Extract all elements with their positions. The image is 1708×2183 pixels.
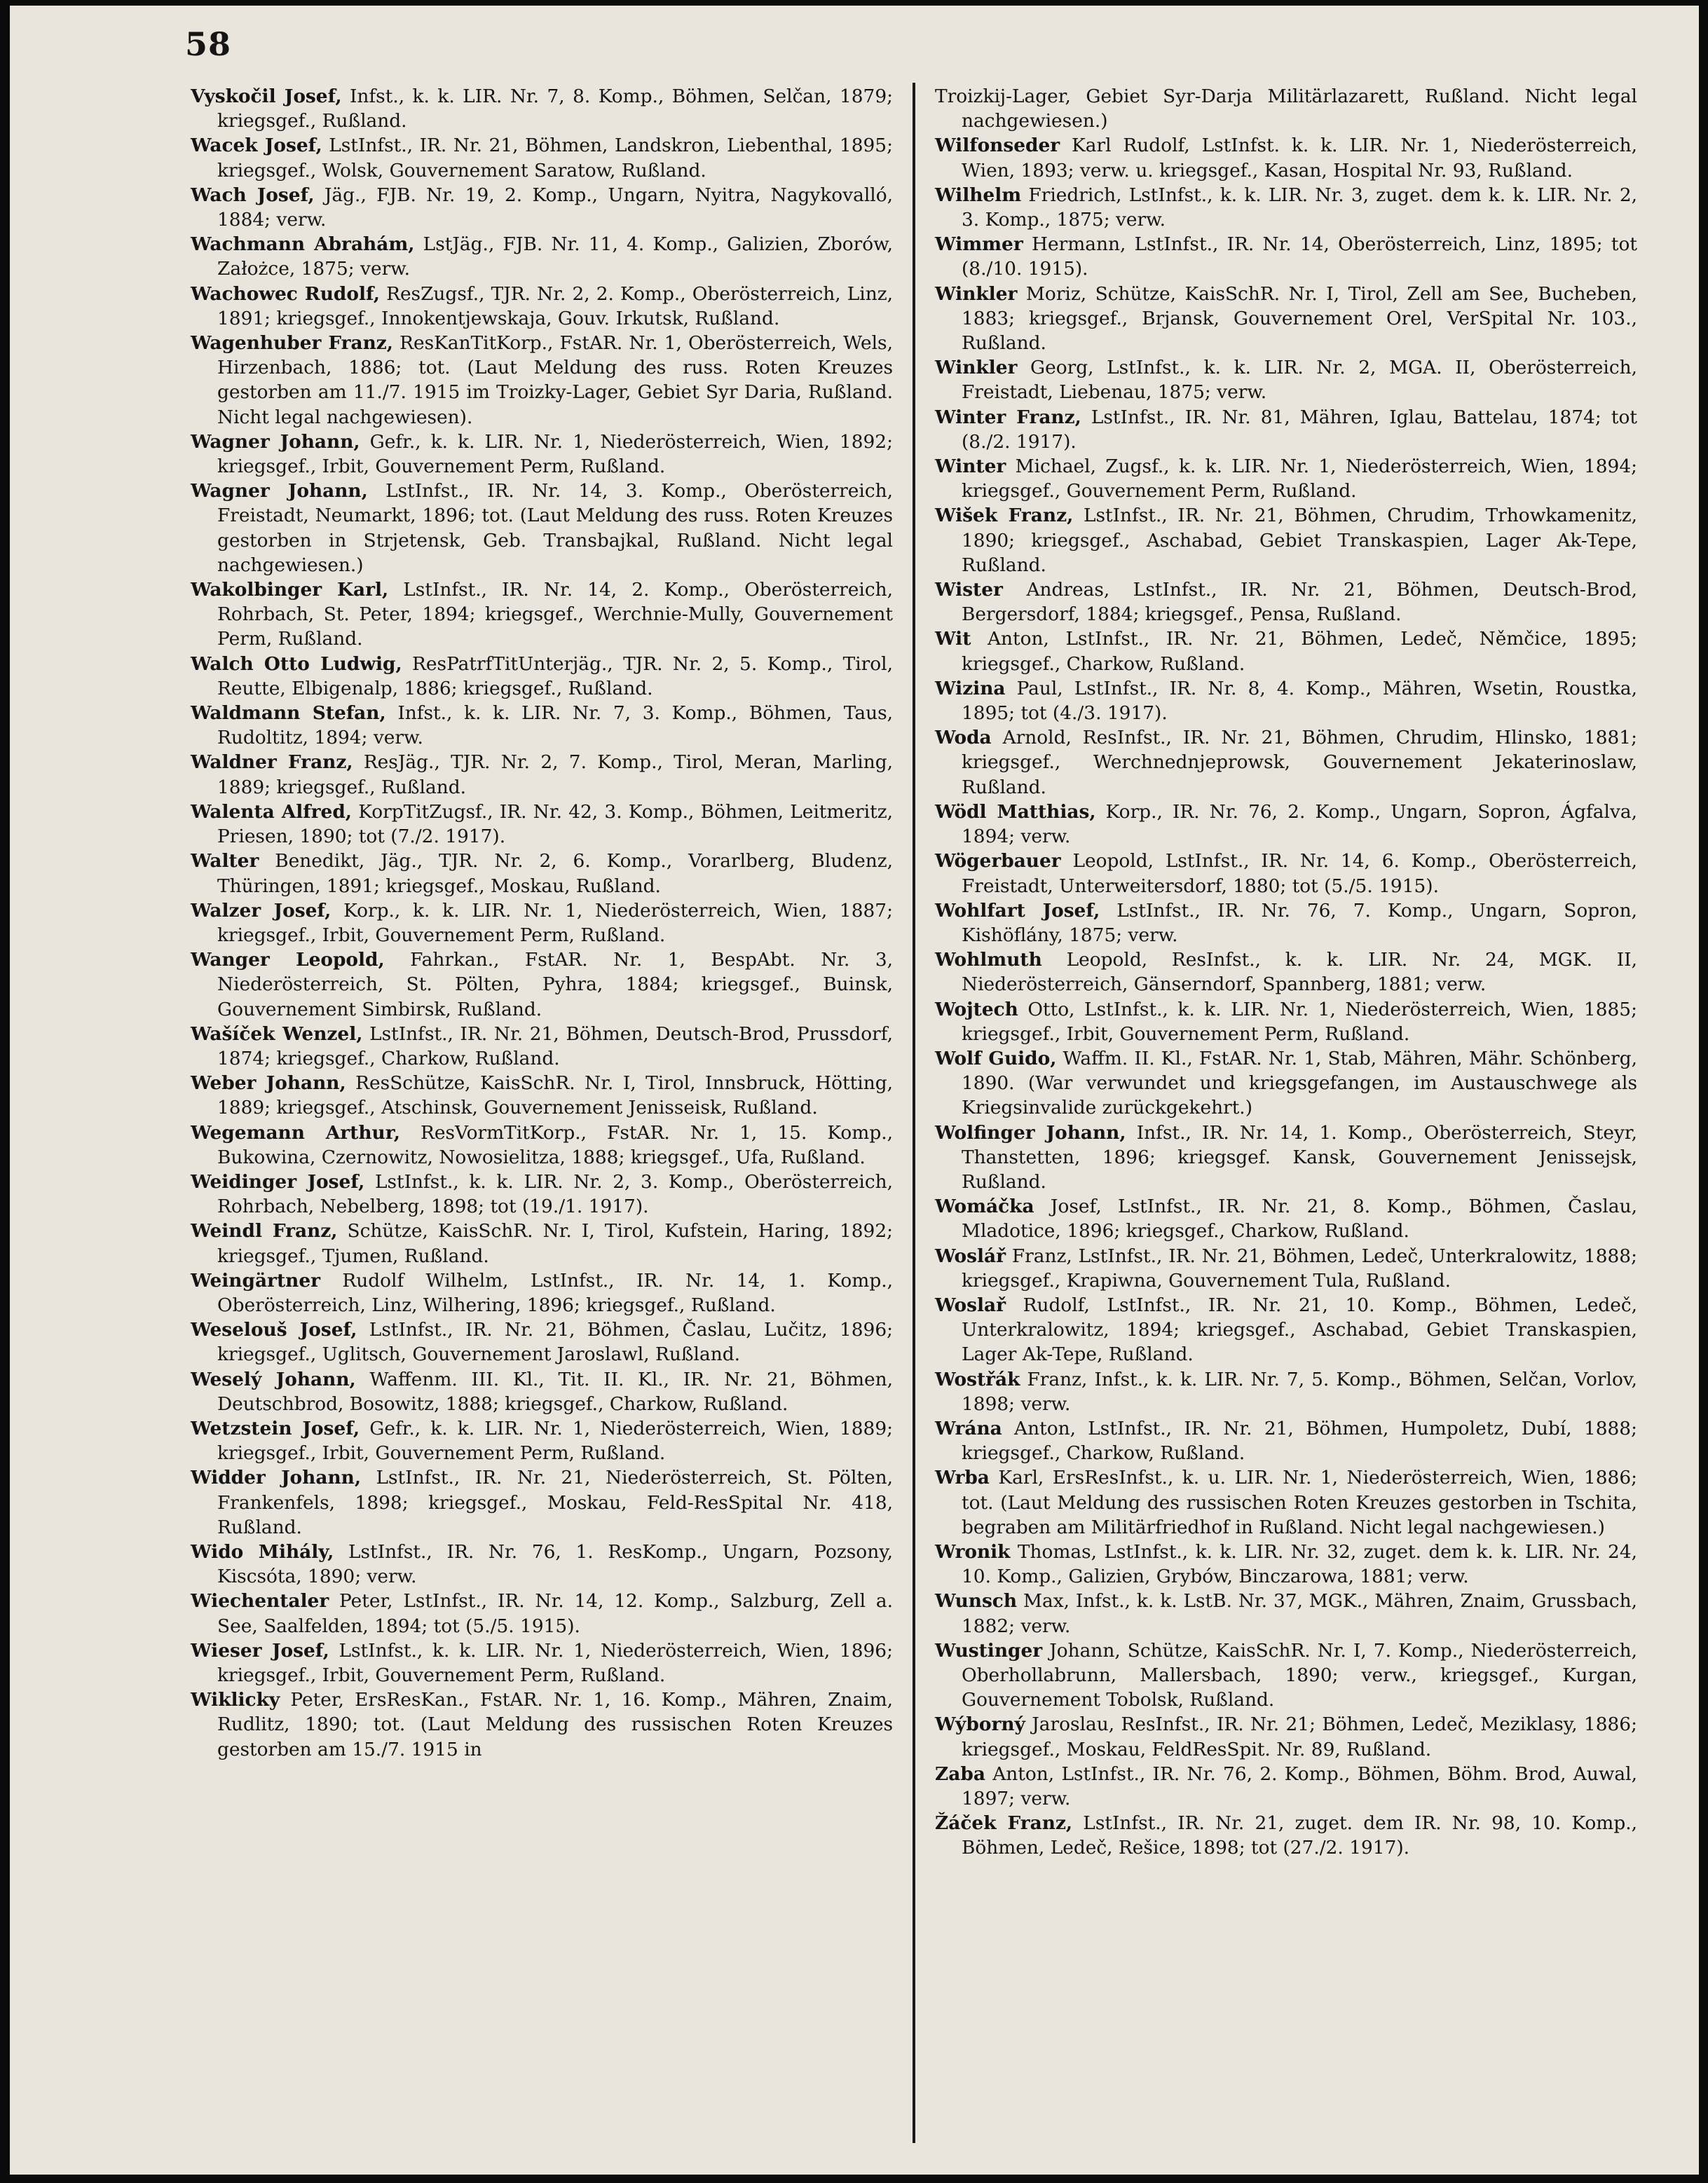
entry-details: ResZugsf., TJR. Nr. 2, 2. Komp., Oberösterreich, Linz, 1891; kriegsgef., Innokentjewskaja, Gouv. Irkutsk, Rußland. (217, 282, 893, 329)
entry-name: Weselý Johann, (191, 1368, 356, 1390)
entry-details: LstInfst., IR. Nr. 21, zuget. dem IR. Nr. 98, 10. Komp., Böhmen, Ledeč, Rešice, 1898; tot (27./2. 1917). (962, 1812, 1637, 1859)
list-entry (191, 331, 893, 430)
entry-details: Waffenm. III. Kl., Tit. II. Kl., IR. Nr. 21, Böhmen, Deutschbrod, Bosowitz, 1888; kriegsgef., Charkow, Rußland. (217, 1368, 893, 1415)
entry-name: Wagner Johann, (191, 480, 368, 502)
entry-name: Wilfonseder (935, 135, 1060, 157)
list-entry (935, 676, 1637, 725)
list-entry (191, 849, 893, 898)
list-entry (191, 577, 893, 652)
entry-name: Wakolbinger Karl, (191, 579, 389, 601)
list-entry (935, 1293, 1637, 1367)
list-entry (935, 947, 1637, 997)
entry-name: Wišek Franz, (935, 505, 1074, 527)
entry-details: Gefr., k. k. LIR. Nr. 1, Niederösterreich, Wien, 1892; kriegsgef., Irbit, Gouvernement Perm, Rußland. (217, 430, 893, 478)
entry-name: Woda (935, 727, 992, 749)
list-entry (191, 133, 893, 182)
entry-details: LstInfst., IR. Nr. 81, Mähren, Iglau, Battelau, 1874; tot (8./2. 1917). (962, 406, 1637, 453)
entry-name: Wizina (935, 677, 1006, 699)
list-entry (935, 1638, 1637, 1713)
entry-name: Zaba (935, 1763, 985, 1785)
list-entry (191, 1022, 893, 1071)
list-entry (191, 1688, 893, 1762)
entry-details: Paul, LstInfst., IR. Nr. 8, 4. Komp., Mähren, Wsetin, Roustka, 1895; tot (4./3. 1917). (962, 677, 1637, 725)
list-entry (191, 479, 893, 577)
entry-name: Wostřák (935, 1368, 1020, 1390)
entry-details: LstInfst., k. k. LIR. Nr. 1, Niederösterreich, Wien, 1896; kriegsgef., Irbit, Gouvernement Perm, Rußland. (217, 1639, 893, 1686)
list-entry (935, 1589, 1637, 1638)
entry-details: Infst., k. k. LIR. Nr. 7, 8. Komp., Böhmen, Selčan, 1879; kriegsgef., Rußland. (217, 85, 893, 132)
list-entry (191, 1416, 893, 1465)
entry-details: Anton, LstInfst., IR. Nr. 76, 2. Komp., Böhmen, Böhm. Brod, Auwal, 1897; verw. (962, 1763, 1637, 1810)
entry-details: ResJäg., TJR. Nr. 2, 7. Komp., Tirol, Meran, Marling, 1889; kriegsgef., Rußland. (217, 751, 893, 798)
entry-details: Jäg., FJB. Nr. 19, 2. Komp., Ungarn, Nyitra, Nagykovalló, 1884; verw. (217, 184, 893, 231)
list-entry (935, 454, 1637, 503)
entry-details: Moriz, Schütze, KaisSchR. Nr. I, Tirol, Zell am See, Bucheben, 1883; kriegsgef., Brjansk, Gouvernement Orel, VerSpital Nr. 103., Rußland. (962, 282, 1637, 355)
entry-name: Vyskočil Josef, (191, 85, 342, 107)
entry-details: ResVormTitKorp., FstAR. Nr. 1, 15. Komp., Bukowina, Czernowitz, Nowosielitza, 1888; kriegsgef., Ufa, Rußland. (217, 1121, 893, 1168)
entry-details: Korp., IR. Nr. 76, 2. Komp., Ungarn, Sopron, Ágfalva, 1894; verw. (962, 800, 1637, 848)
list-entry (191, 1170, 893, 1219)
entry-name: Wagenhuber Franz, (191, 332, 393, 355)
list-entry (191, 1121, 893, 1170)
list-entry (935, 577, 1637, 627)
list-entry (191, 652, 893, 701)
entry-name: Wegemann Arthur, (191, 1121, 400, 1144)
entry-name: Žáček Franz, (935, 1812, 1073, 1835)
entry-details: LstInfst., IR. Nr. 21, Böhmen, Landskron, Liebenthal, 1895; kriegsgef., Wolsk, Gouvernement Saratow, Rußland. (217, 135, 893, 182)
entry-name: Walch Otto Ludwig, (191, 652, 402, 675)
entry-details: LstInfst., IR. Nr. 76, 7. Komp., Ungarn, Sopron, Kishöflány, 1875; verw. (962, 899, 1638, 946)
entry-details: Jaroslau, ResInfst., IR. Nr. 21; Böhmen, Ledeč, Meziklasy, 1886; kriegsgef., Moskau, FeldResSpit. Nr. 89, Rußland. (962, 1713, 1637, 1760)
entry-details: LstInfst., IR. Nr. 21, Niederösterreich, St. Pölten, Frankenfels, 1898; kriegsgef., Moskau, Feld-ResSpital Nr. 418, Rußland. (217, 1467, 893, 1538)
entry-details: Michael, Zugsf., k. k. LIR. Nr. 1, Niederösterreich, Wien, 1894; kriegsgef., Gouvernement Perm, Rußland. (962, 456, 1637, 502)
entry-name: Wolf Guido, (935, 1047, 1057, 1069)
entry-details: Korp., k. k. LIR. Nr. 1, Niederösterreich, Wien, 1887; kriegsgef., Irbit, Gouvernement Perm, Rußland. (217, 899, 893, 946)
entry-name: Wrána (935, 1417, 1002, 1439)
entry-name: Winkler (935, 357, 1018, 379)
entry-details: ResSchütze, KaisSchR. Nr. I, Tirol, Innsbruck, Hötting, 1889; kriegsgef., Atschinsk, Gouvernement Jenisseisk, Rußland. (217, 1072, 893, 1119)
list-entry (935, 232, 1637, 281)
entry-name: Wödl Matthias, (935, 800, 1096, 823)
entry-details: Andreas, LstInfst., IR. Nr. 21, Böhmen, Deutsch-Brod, Bergersdorf, 1884; kriegsgef., Pensa, Rußland. (962, 579, 1637, 626)
list-entry (935, 503, 1637, 577)
list-entry (191, 1071, 893, 1120)
entry-details: Infst., k. k. LIR. Nr. 7, 3. Komp., Böhmen, Taus, Rudoltitz, 1894; verw. (217, 702, 893, 749)
list-entry (935, 800, 1637, 849)
entry-name: Wit (935, 628, 971, 650)
list-entry (935, 1712, 1637, 1761)
list-entry (191, 750, 893, 799)
entry-name: Wiechentaler (191, 1590, 329, 1613)
entry-name: Woslař (935, 1294, 1006, 1316)
entry-name: Widder Johann, (191, 1467, 362, 1489)
list-entry (935, 84, 1637, 133)
list-entry (935, 1465, 1637, 1540)
column-divider (913, 83, 915, 2143)
entry-name: Wýborný (935, 1713, 1025, 1736)
entry-name: Wilhelm (935, 184, 1022, 206)
entry-name: Wohlmuth (935, 949, 1042, 971)
list-entry (191, 84, 893, 133)
entry-name: Wiklicky (191, 1689, 280, 1711)
entry-details: Waffm. II. Kl., FstAR. Nr. 1, Stab, Mähren, Mähr. Schönberg, 1890. (War verwundet und kriegsgefangen, im Austauschwege als Kriegsinvalide zurückgekehrt.) (962, 1047, 1637, 1119)
entry-details: Karl Rudolf, LstInfst. k. k. LIR. Nr. 1, Niederösterreich, Wien, 1893; verw. u. kriegsgef., Kasan, Hospital Nr. 93, Rußland. (962, 135, 1637, 182)
entry-details: LstInfst., k. k. LIR. Nr. 2, 3. Komp., Oberösterreich, Rohrbach, Nebelberg, 1898; tot (19./1. 1917). (217, 1170, 894, 1218)
entry-details: Karl, ErsResInfst., k. u. LIR. Nr. 1, Niederösterreich, Wien, 1886; tot. (Laut Meldung des russischen Roten Kreuzes gestorben in Tschita, begraben am Militärfriedhof in Rußland. Nicht legal nachgewiesen.) (962, 1467, 1637, 1538)
entry-name: Wachowec Rudolf, (191, 282, 380, 305)
entry-name: Wieser Josef, (191, 1639, 329, 1662)
entry-name: Wido Mihály, (191, 1540, 334, 1563)
list-entry (191, 1367, 893, 1416)
list-entry (935, 355, 1637, 404)
list-entry (935, 1244, 1637, 1293)
entry-details: Fahrkan., FstAR. Nr. 1, BespAbt. Nr. 3, Niederösterreich, St. Pölten, Pyhra, 1884; kriegsgef., Buinsk, Gouvernement Simbirsk, Rußland. (217, 949, 893, 1020)
entry-name: Weingärtner (191, 1269, 321, 1292)
list-entry (935, 1540, 1637, 1589)
entry-name: Wašíček Wenzel, (191, 1022, 363, 1045)
list-entry (935, 1121, 1637, 1195)
entry-name: Walter (191, 850, 259, 872)
entry-name: Waldmann Stefan, (191, 702, 386, 725)
right-column (935, 84, 1637, 1861)
entry-details: Peter, LstInfst., IR. Nr. 14, 12. Komp., Salzburg, Zell a. See, Saalfelden, 1894; tot (5./5. 1915). (217, 1590, 893, 1637)
entry-name: Wohlfart Josef, (935, 899, 1100, 922)
entry-name: Walenta Alfred, (191, 800, 352, 823)
entry-details: LstInfst., IR. Nr. 14, 3. Komp., Oberösterreich, Freistadt, Neumarkt, 1896; tot. (Laut Meldung des russ. Roten Kreuzes gestorben in Strjetensk, Geb. Transbajkal, Rußland. Nicht legal nachgewiesen.) (217, 480, 893, 576)
list-entry (935, 1811, 1637, 1860)
entry-details: LstInfst., IR. Nr. 21, Böhmen, Časlau, Lučitz, 1896; kriegsgef., Uglitsch, Gouvernement Jaroslawl, Rußland. (217, 1319, 893, 1366)
entry-details: Friedrich, LstInfst., k. k. LIR. Nr. 3, zuget. dem k. k. LIR. Nr. 2, 3. Komp., 1875; verw. (962, 184, 1637, 231)
list-entry (935, 1416, 1637, 1465)
list-entry (191, 1465, 893, 1540)
entry-name: Wacek Josef, (191, 135, 322, 157)
entry-details: Rudolf Wilhelm, LstInfst., IR. Nr. 14, 1. Komp., Oberösterreich, Linz, Wilhering, 1896; kriegsgef., Rußland. (217, 1269, 893, 1316)
entry-details: Rudolf, LstInfst., IR. Nr. 21, 10. Komp., Böhmen, Ledeč, Unterkralowitz, 1894; kriegsgef., Aschabad, Gebiet Transkaspien, Lager Ak-Tepe, Rußland. (962, 1294, 1637, 1366)
entry-details: Franz, LstInfst., IR. Nr. 21, Böhmen, Ledeč, Unterkralowitz, 1888; kriegsgef., Krapiwna, Gouvernement Tula, Rußland. (962, 1245, 1637, 1292)
entry-name: Winkler (935, 282, 1018, 305)
entry-details: Anton, LstInfst., IR. Nr. 21, Böhmen, Ledeč, Němčice, 1895; kriegsgef., Charkow, Rußland. (962, 628, 1637, 675)
page-number: 58 (185, 25, 232, 63)
entry-details: Thomas, LstInfst., k. k. LIR. Nr. 32, zuget. dem k. k. LIR. Nr. 24, 10. Komp., Galizien, Grybów, Binczarowa, 1881; verw. (962, 1540, 1637, 1588)
entry-details: Infst., IR. Nr. 14, 1. Komp., Oberösterreich, Steyr, Thanstetten, 1896; kriegsgef. Kansk, Gouvernement Jenissejsk, Rußland. (962, 1121, 1637, 1193)
list-entry (191, 947, 893, 1022)
entry-details: Troizkij-Lager, Gebiet Syr-Darja Militärlazarett, Rußland. Nicht legal nachgewiesen.) (935, 85, 1637, 132)
entry-details: LstInfst., IR. Nr. 76, 1. ResKomp., Ungarn, Pozsony, Kiscsóta, 1890; verw. (217, 1540, 893, 1588)
list-entry (935, 1194, 1637, 1243)
entry-name: Wögerbauer (935, 850, 1061, 872)
entry-details: Anton, LstInfst., IR. Nr. 21, Böhmen, Humpoletz, Dubí, 1888; kriegsgef., Charkow, Rußland. (962, 1417, 1637, 1465)
entry-details: Arnold, ResInfst., IR. Nr. 21, Böhmen, Chrudim, Hlinsko, 1881; kriegsgef., Werchnednjeprowsk, Gouvernement Jekaterinoslaw, Rußland. (962, 727, 1637, 798)
entry-details: Josef, LstInfst., IR. Nr. 21, 8. Komp., Böhmen, Časlau, Mladotice, 1896; kriegsgef., Charkow, Rußland. (962, 1196, 1637, 1243)
left-column (191, 84, 893, 1762)
entry-name: Wagner Johann, (191, 430, 360, 453)
list-entry (191, 1589, 893, 1638)
list-entry (935, 1046, 1637, 1121)
entry-details: ResKanTitKorp., FstAR. Nr. 1, Oberösterreich, Wels, Hirzenbach, 1886; tot. (Laut Meldung des russ. Roten Kreuzes gestorben am 11./7. 1915 im Troizky-Lager, Gebiet Syr Daria, Rußland. Nicht legal nachgewiesen). (217, 332, 893, 428)
entry-name: Winter (935, 456, 1006, 478)
entry-name: Wolfinger Johann, (935, 1121, 1126, 1144)
entry-details: ResPatrfTitUnterjäg., TJR. Nr. 2, 5. Komp., Tirol, Reutte, Elbigenalp, 1886; kriegsgef., Rußland. (217, 652, 893, 699)
entry-details: Schütze, KaisSchR. Nr. I, Tirol, Kufstein, Haring, 1892; kriegsgef., Tjumen, Rußland. (217, 1220, 893, 1267)
entry-name: Wustinger (935, 1639, 1043, 1662)
list-entry (935, 627, 1637, 676)
entry-details: LstJäg., FJB. Nr. 11, 4. Komp., Galizien, Zborów, Założce, 1875; verw. (217, 233, 893, 280)
entry-name: Wunsch (935, 1590, 1018, 1613)
list-entry (191, 1540, 893, 1589)
list-entry (935, 183, 1637, 232)
list-entry (935, 1762, 1637, 1811)
entry-name: Woslář (935, 1245, 1006, 1267)
entry-details: Leopold, LstInfst., IR. Nr. 14, 6. Komp., Oberösterreich, Freistadt, Unterweitersdorf, 1880; tot (5./5. 1915). (962, 850, 1637, 897)
entry-name: Wachmann Abrahám, (191, 233, 415, 256)
entry-name: Womáčka (935, 1196, 1034, 1218)
entry-details: Hermann, LstInfst., IR. Nr. 14, Oberösterreich, Linz, 1895; tot (8./10. 1915). (962, 233, 1637, 280)
list-entry (191, 1638, 893, 1688)
list-entry (935, 725, 1637, 800)
list-entry (191, 282, 893, 331)
list-entry (191, 898, 893, 947)
entry-name: Weber Johann, (191, 1072, 346, 1095)
entry-details: Max, Infst., k. k. LstB. Nr. 37, MGK., Mähren, Znaim, Grussbach, 1882; verw. (962, 1590, 1637, 1637)
entry-name: Walzer Josef, (191, 899, 332, 922)
entry-details: Gefr., k. k. LIR. Nr. 1, Niederösterreich, Wien, 1889; kriegsgef., Irbit, Gouvernement Perm, Rußland. (217, 1417, 893, 1465)
list-entry (191, 1268, 893, 1318)
document-page (10, 6, 1699, 2175)
list-entry (191, 1219, 893, 1268)
list-entry (191, 1318, 893, 1367)
list-entry (935, 133, 1637, 182)
entry-name: Waldner Franz, (191, 751, 353, 774)
entry-name: Weidinger Josef, (191, 1170, 365, 1193)
entry-name: Wister (935, 579, 1003, 601)
entry-details: Franz, Infst., k. k. LIR. Nr. 7, 5. Komp., Böhmen, Selčan, Vorlov, 1898; verw. (962, 1368, 1637, 1415)
entry-details: Johann, Schütze, KaisSchR. Nr. I, 7. Komp., Niederösterreich, Oberhollabrunn, Mallersbach, 1890; verw., kriegsgef., Kurgan, Gouvernement Tobolsk, Rußland. (962, 1639, 1637, 1711)
entry-details: KorpTitZugsf., IR. Nr. 42, 3. Komp., Böhmen, Leitmeritz, Priesen, 1890; tot (7./2. 1917). (217, 800, 893, 848)
entry-name: Wojtech (935, 998, 1018, 1020)
entry-details: Leopold, ResInfst., k. k. LIR. Nr. 24, MGK. II, Niederösterreich, Gänserndorf, Spannberg, 1881; verw. (962, 949, 1637, 996)
list-entry (935, 282, 1637, 356)
entry-name: Wetzstein Josef, (191, 1417, 360, 1439)
list-entry (935, 1367, 1637, 1416)
entry-name: Wach Josef, (191, 184, 315, 206)
entry-details: Georg, LstInfst., k. k. LIR. Nr. 2, MGA. II, Oberösterreich, Freistadt, Liebenau, 1875; verw. (962, 357, 1637, 404)
list-entry (935, 405, 1637, 454)
list-entry (191, 701, 893, 750)
entry-name: Wrba (935, 1467, 990, 1489)
entry-details: LstInfst., IR. Nr. 14, 2. Komp., Oberösterreich, Rohrbach, St. Peter, 1894; kriegsgef., Werchnie-Mully, Gouvernement Perm, Rußland. (217, 579, 893, 650)
list-entry (191, 232, 893, 281)
entry-name: Weindl Franz, (191, 1220, 338, 1243)
list-entry (935, 849, 1637, 898)
list-entry (191, 800, 893, 849)
entry-details: Peter, ErsResKan., FstAR. Nr. 1, 16. Komp., Mähren, Znaim, Rudlitz, 1890; tot. (Laut Meldung des russischen Roten Kreuzes gestorben am 15./7. 1915 in (217, 1689, 893, 1760)
list-entry (935, 997, 1637, 1046)
entry-details: Otto, LstInfst., k. k. LIR. Nr. 1, Niederösterreich, Wien, 1885; kriegsgef., Irbit, Gouvernement Perm, Rußland. (962, 998, 1637, 1045)
list-entry (935, 898, 1637, 947)
entry-name: Wimmer (935, 233, 1023, 256)
entry-name: Wanger Leopold, (191, 949, 385, 971)
entry-details: LstInfst., IR. Nr. 21, Böhmen, Deutsch-Brod, Prussdorf, 1874; kriegsgef., Charkow, Rußland. (217, 1022, 893, 1069)
list-entry (191, 430, 893, 479)
entry-name: Wronik (935, 1540, 1011, 1563)
entry-name: Weselouš Josef, (191, 1319, 357, 1341)
entry-details: Benedikt, Jäg., TJR. Nr. 2, 6. Komp., Vorarlberg, Bludenz, Thüringen, 1891; kriegsgef., Moskau, Rußland. (217, 850, 893, 897)
entry-name: Winter Franz, (935, 406, 1081, 428)
entry-details: LstInfst., IR. Nr. 21, Böhmen, Chrudim, Trhowkamenitz, 1890; kriegsgef., Aschabad, Gebiet Transkaspien, Lager Ak-Tepe, Rußland. (962, 505, 1637, 576)
list-entry (191, 183, 893, 232)
